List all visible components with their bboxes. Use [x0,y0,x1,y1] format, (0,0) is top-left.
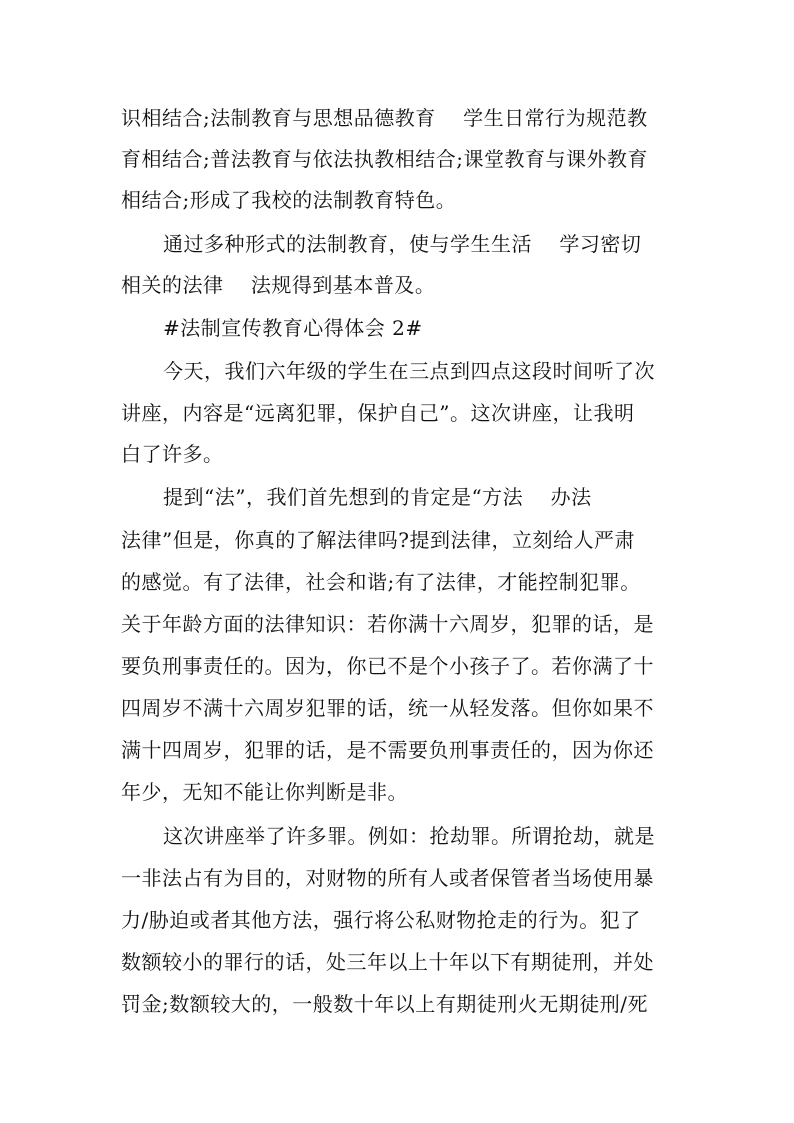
text-line: 罚金;数额较大的，一般数十年以上有期徒刑火无期徒刑/死 [121,992,648,1016]
text-line: 一非法占有为目的，对财物的所有人或者保管者当场使用暴 [121,866,654,890]
paragraph-first-line: 提到“法”，我们首先想到的肯定是“方法 办法 [163,485,592,509]
paragraph-first-line: 这次讲座举了许多罪。例如：抢劫罪。所谓抢劫，就是 [163,824,655,848]
text-line: 育相结合;普法教育与依法执教相结合;课堂教育与课外教育 [121,147,648,171]
text-line: 四周岁不满十六周岁犯罪的话，统一从轻发落。但你如果不 [121,696,654,720]
section-heading: #法制宣传教育心得体会 2# [163,316,423,340]
text-line: 要负刑事责任的。因为，你已不是个小孩子了。若你满了十 [121,654,654,678]
text-line: 识相结合;法制教育与思想品德教育 学生日常行为规范教 [121,106,648,130]
text-line: 关于年龄方面的法律知识：若你满十六周岁，犯罪的话，是 [121,612,654,636]
text-line: 数额较小的罪行的话，处三年以上十年以下有期徒刑，并处 [121,950,654,974]
text-line: 讲座，内容是“远离犯罪，保护自己”。这次讲座，让我明 [121,401,635,425]
text-line: 的感觉。有了法律，社会和谐;有了法律，才能控制犯罪。 [121,570,641,594]
paragraph-first-line: 通过多种形式的法制教育，使与学生生活 学习密切 [163,232,642,256]
text-line: 年少，无知不能让你判断是非。 [121,780,408,804]
text-line: 相结合;形成了我校的法制教育特色。 [121,188,457,212]
text-line: 力/胁迫或者其他方法，强行将公私财物抢走的行为。犯了 [121,908,641,932]
text-line: 白了许多。 [121,442,224,466]
text-line: 法律”但是，你真的了解法律吗?提到法律，立刻给人严肃 [121,528,635,552]
text-line: 满十四周岁，犯罪的话，是不需要负刑事责任的，因为你还 [121,738,654,762]
text-line: 相关的法律 法规得到基本普及。 [121,273,436,297]
paragraph-first-line: 今天，我们六年级的学生在三点到四点这段时间听了次 [163,359,655,383]
